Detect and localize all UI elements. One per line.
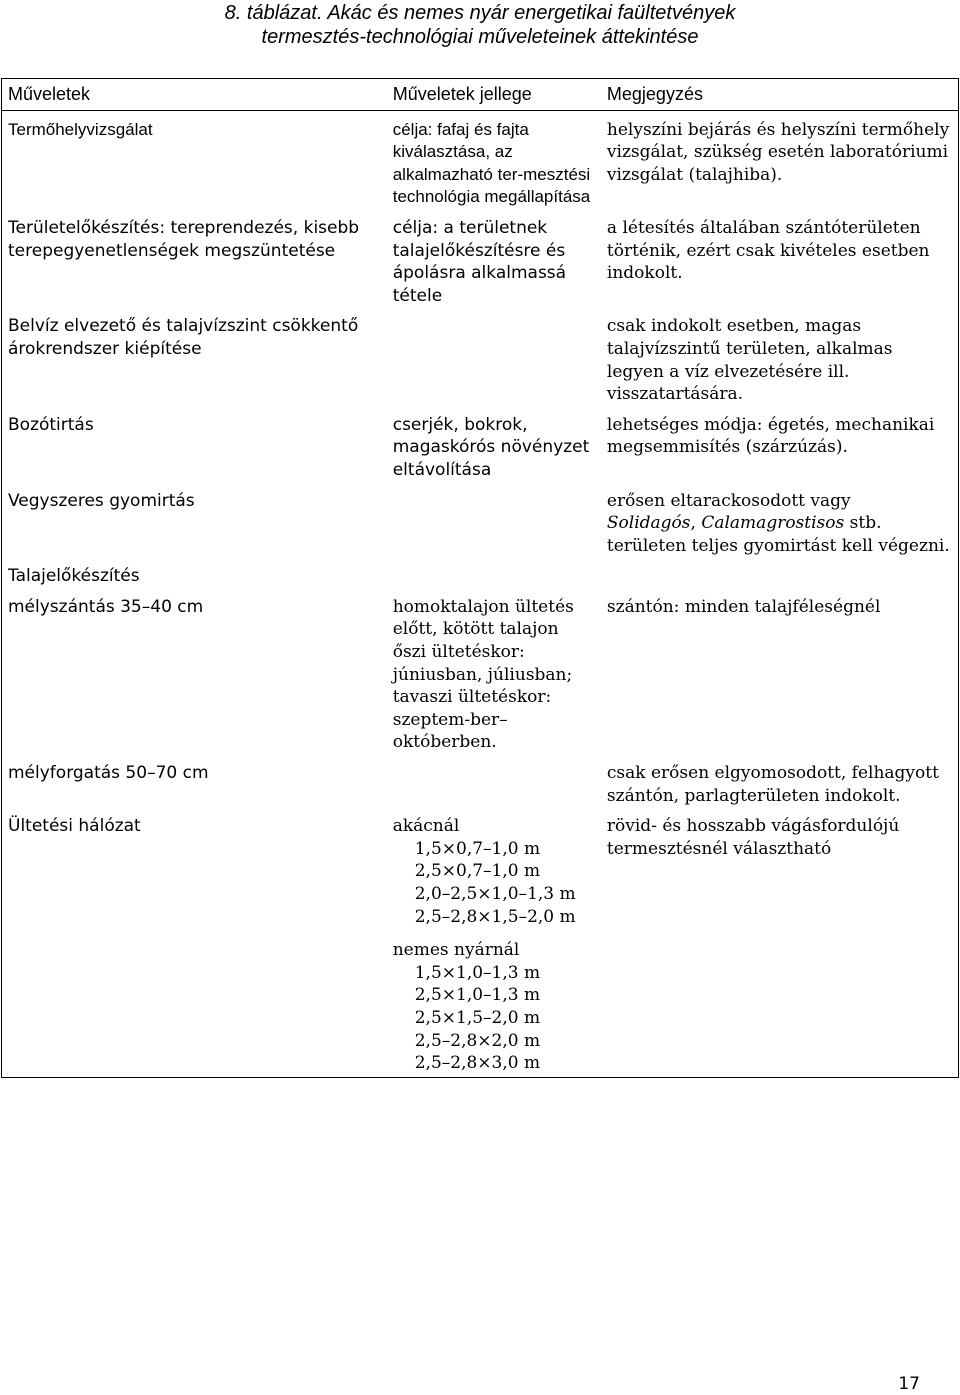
operation-cell: Vegyszeres gyomirtás [2,482,379,558]
nature-cell [379,557,601,588]
operation-cell: mélyforgatás 50–70 cm [2,754,379,807]
spacing-item: 1,5×1,0–1,3 m [414,962,541,983]
note-text: erősen eltarackosodott vagy [606,490,851,511]
note-separator: , [690,513,702,534]
poplar-label: nemes nyárnál [392,940,520,961]
nature-cell [379,807,601,1077]
table-row [2,588,959,754]
spacing-item: 2,5×0,7–1,0 m [414,861,541,882]
operation-cell: mélyszántás 35–40 cm [2,588,379,754]
note-cell: lehetséges módja: égetés, mechanikai megsemmisítés (szárzúzás). [601,406,959,482]
note-cell [601,482,959,558]
table-header-row [2,79,959,111]
header-operations: Műveletek [2,79,379,111]
spacing-item: 2,5–2,8×3,0 m [414,1053,541,1074]
table-row [2,209,959,307]
operation-cell: Ültetési hálózat [2,807,379,1077]
nature-cell [379,307,601,405]
note-cell: szántón: minden talajféleségnél [601,588,959,754]
spacing-item: 2,5×1,0–1,3 m [414,985,541,1006]
note-italic-term: Solidagós [606,513,691,534]
note-cell: helyszíni bejárás és helyszíni termőhely vizsgálat, szükség esetén laboratóriumi vizsgálat (talajhiba). [601,110,959,209]
nature-cell: célja: a területnek talajelőkészítésre és ápolásra alkalmassá tétele [392,217,567,306]
spacing-item: 2,5–2,8×1,5–2,0 m [414,906,576,927]
spacing-item: 2,0–2,5×1,0–1,3 m [414,884,576,904]
operation-cell: Területelőkészítés: tereprendezés, kisebb terepegyenetlenségek megszüntetése [2,209,379,307]
note-text: stb. területen teljes gyomirtást kell végezni. [606,513,950,556]
spacing-item: 2,5×1,5–2,0 m [414,1007,541,1028]
operation-cell: Belvíz elvezető és talajvízszint csökkentő árokrendszer kiépítése [2,307,379,405]
table-row [2,557,959,588]
acacia-label: akácnál [392,816,460,837]
note-cell: rövid- és hosszabb vágásfordulójú termesztésnél választható [601,807,959,1077]
header-note: Megjegyzés [601,79,959,111]
nature-cell: cserjék, bokrok, magaskórós növényzet eltávolítása [392,414,590,480]
operation-cell: Termőhelyvizsgálat [2,110,379,209]
nature-cell [379,482,601,558]
table-caption-line-1: 8. táblázat. Akác és nemes nyár energetikai faültetvények [224,2,736,24]
acacia-spacing-list [393,838,595,928]
operations-table [1,78,959,1078]
note-cell: csak erősen elgyomosodott, felhagyott szántón, parlagterületen indokolt. [601,754,959,807]
table-row [2,406,959,482]
spacing-item: 1,5×0,7–1,0 m [414,838,541,859]
poplar-spacing-list [393,962,595,1075]
header-nature: Műveletek jellege [379,79,601,111]
table-row [2,754,959,807]
table-row [2,110,959,209]
spacing-item: 2,5–2,8×2,0 m [414,1030,541,1051]
table-caption-line-2: termesztés-technológiai műveleteinek áttekintése [261,26,699,48]
operation-cell: Talajelőkészítés [2,557,379,588]
table-row [2,807,959,1077]
table-row [2,307,959,405]
nature-cell: célja: fafaj és fajta kiválasztása, az alkalmazható ter-mesztési technológia megállapítása [392,119,591,207]
nature-cell: homoktalajon ültetés előtt, kötött talajon őszi ültetéskor: júniusban, júliusban; tavaszi ültetéskor: szeptem-ber–októberben. [392,596,574,753]
note-italic-term: Calamagrostisos [701,513,845,534]
nature-cell [379,754,601,807]
page-number: 17 [898,1374,920,1394]
note-cell: csak indokolt esetben, magas talajvízszintű területen, alkalmas legyen a víz elvezetésére ill. visszatartására. [601,307,959,405]
table-row [2,482,959,558]
note-cell: a létesítés általában szántóterületen történik, ezért csak kivételes esetben indokolt. [601,209,959,307]
operation-cell: Bozótirtás [2,406,379,482]
note-cell [601,557,959,588]
